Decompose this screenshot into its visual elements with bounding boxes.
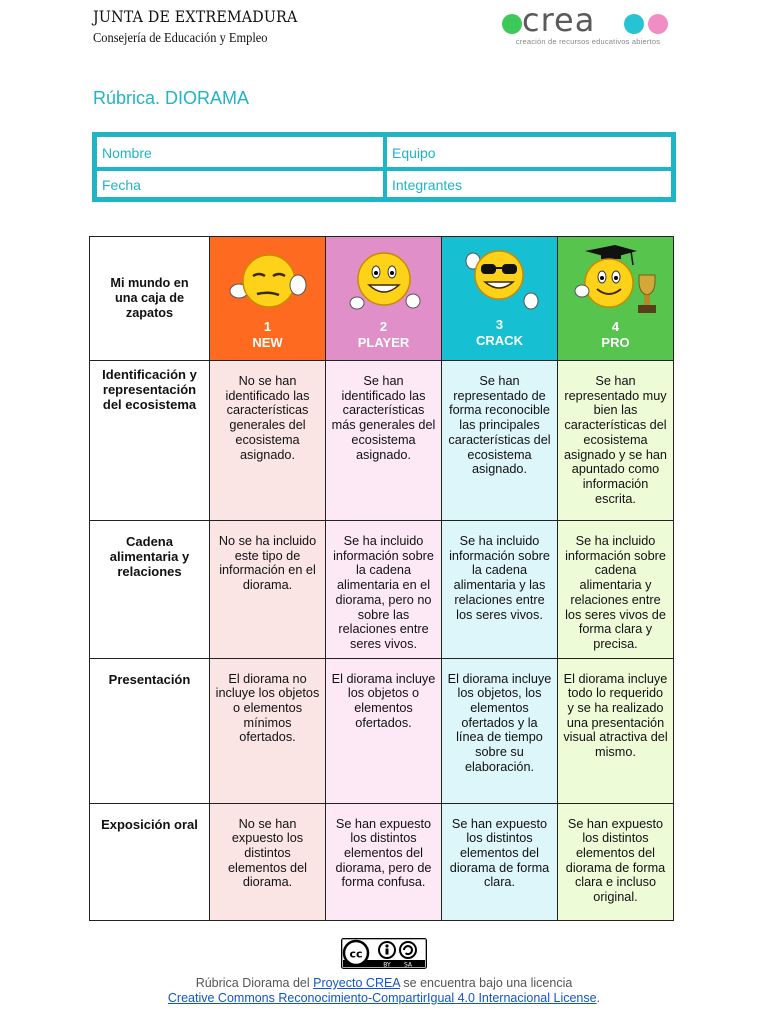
green-dot-icon	[502, 14, 522, 34]
license-text-after: se encuentra bajo una licencia	[399, 976, 573, 990]
license-text	[0, 976, 768, 1006]
rubric-cell: No se han expuesto los distintos elementos del diorama.	[210, 803, 326, 920]
rubric-row-ecosystem	[90, 361, 674, 521]
rubric-cell: El diorama no incluye los objetos o elementos mínimos ofertados.	[210, 658, 326, 803]
document-title: Rúbrica. DIORAMA	[93, 88, 250, 108]
cyan-dot-icon	[624, 14, 644, 34]
criterion-label: Identificación y representación del ecosistema	[90, 361, 210, 521]
crea-logo	[502, 1, 674, 48]
level-name: PLAYER	[357, 335, 410, 350]
level-label-crack	[442, 317, 557, 349]
ok-smiley-icon	[341, 245, 427, 317]
student-info-box	[92, 132, 676, 202]
org-department: Consejería de Educación y Empleo	[93, 29, 268, 45]
date-field[interactable]	[95, 169, 385, 199]
level-label-pro	[558, 319, 673, 351]
cc-by-label: BY	[383, 961, 391, 969]
rubric-cell: El diorama incluye los objetos, los elementos ofertados y la línea de tiempo sobre su elaboración.	[442, 658, 558, 803]
criterion-label: Cadena alimentaria y relaciones	[90, 521, 210, 659]
crea-wordmark: crea	[522, 1, 596, 39]
rubric-corner-title: Mi mundo en una caja de zapatos	[90, 237, 210, 361]
rubric-cell: Se han expuesto los distintos elementos del diorama de forma clara e incluso original.	[558, 803, 674, 920]
rubric-cell: Se ha incluido información sobre cadena alimentaria y relaciones entre los seres vivos de forma clara y precisa.	[558, 521, 674, 659]
rubric-row-presentation	[90, 658, 674, 803]
members-field[interactable]	[385, 169, 673, 199]
cc-by-sa-icon[interactable]	[341, 938, 427, 969]
rubric-header-row	[90, 237, 674, 361]
level-name: PRO	[601, 335, 630, 350]
license-end: .	[596, 991, 601, 1005]
rubric-row-oral	[90, 803, 674, 920]
rubric-row-food-chain	[90, 521, 674, 659]
rubric-cell: Se han expuesto los distintos elementos del diorama de forma clara.	[442, 803, 558, 920]
pink-dot-icon	[648, 14, 668, 34]
level-number: 1	[263, 319, 272, 334]
level-header-new	[210, 237, 326, 361]
cc-sa-label: SA	[403, 961, 413, 969]
criterion-label: Exposición oral	[90, 803, 210, 920]
rubric-cell: El diorama incluye los objetos o elementos ofertados.	[326, 658, 442, 803]
sunglasses-smiley-icon	[457, 245, 543, 317]
level-name: CRACK	[476, 333, 523, 348]
level-label-player	[326, 319, 441, 351]
rubric-cell: Se ha incluido información sobre la cadena alimentaria y las relaciones entre los seres vivos.	[442, 521, 558, 659]
team-field[interactable]	[385, 135, 673, 169]
rubric-cell: Se han identificado las características más generales del ecosistema asignado.	[326, 361, 442, 521]
level-name: NEW	[252, 335, 283, 350]
rubric-cell: Se han expuesto los distintos elementos del diorama, pero de forma confusa.	[326, 803, 442, 920]
level-header-pro	[558, 237, 674, 361]
criterion-label: Presentación	[90, 658, 210, 803]
license-footer	[0, 938, 768, 1006]
level-header-player	[326, 237, 442, 361]
rubric-cell: Se han representado muy bien las características del ecosistema asignado y se han apuntado como información escrita.	[558, 361, 674, 521]
rubric-cell: Se ha incluido información sobre la cadena alimentaria en el diorama, pero no sobre las relaciones entre seres vivos.	[326, 521, 442, 659]
svg-text:cc: cc	[349, 947, 363, 961]
name-field[interactable]	[95, 135, 385, 169]
date-label: Fecha	[102, 177, 141, 193]
rubric-cell: El diorama incluye todo lo requerido y se ha realizado una presentación visual atractiva del mismo.	[558, 658, 674, 803]
rubric-cell: No se han identificado las características generales del ecosistema asignado.	[210, 361, 326, 521]
org-name: JUNTA DE EXTREMADURA	[93, 8, 298, 26]
junta-logo	[93, 10, 315, 44]
level-number: 3	[495, 317, 504, 332]
license-link[interactable]: Creative Commons Reconocimiento-CompartirIgual 4.0 Internacional License	[167, 991, 597, 1005]
members-label: Integrantes	[392, 177, 463, 193]
team-label: Equipo	[392, 145, 436, 161]
crea-tagline: creación de recursos educativos abiertos	[515, 37, 661, 46]
project-link[interactable]: Proyecto CREA	[313, 976, 400, 990]
name-label: Nombre	[102, 145, 152, 161]
license-text-before: Rúbrica Diorama del	[195, 976, 314, 990]
rubric-cell: Se han representado de forma reconocible las principales características del ecosistema asignado.	[442, 361, 558, 521]
level-header-crack	[442, 237, 558, 361]
sleepy-smiley-icon	[225, 245, 311, 317]
rubric-table	[89, 236, 674, 921]
level-number: 4	[611, 319, 620, 334]
graduate-trophy-smiley-icon	[571, 245, 661, 319]
level-number: 2	[379, 319, 388, 334]
rubric-cell: No se ha incluido este tipo de información en el diorama.	[210, 521, 326, 659]
level-label-new	[210, 319, 325, 351]
